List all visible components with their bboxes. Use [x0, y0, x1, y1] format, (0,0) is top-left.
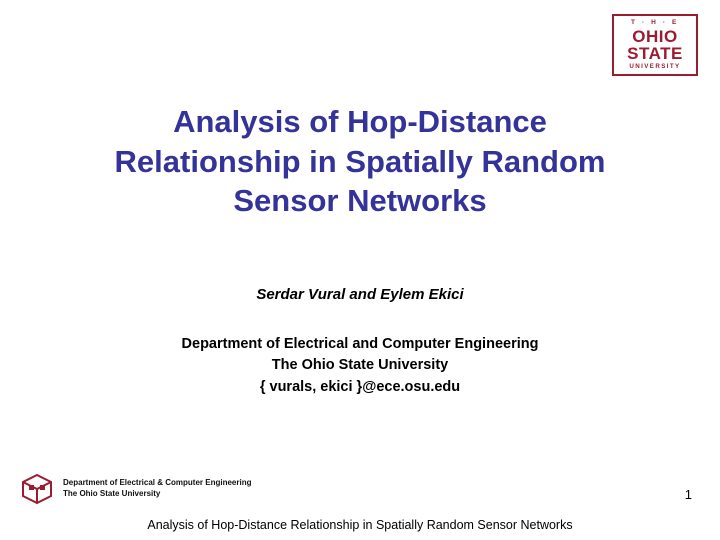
affiliation-block	[18, 334, 702, 398]
affiliation-department: Department of Electrical and Computer Engineering	[181, 336, 539, 352]
ohio-state-university-logo	[612, 14, 698, 76]
department-logo-line-1: Department of Electrical & Computer Engineering	[63, 478, 252, 488]
osu-logo-state-text: STATE	[627, 43, 683, 63]
title-line-3: Sensor Networks	[233, 183, 487, 219]
title-line-2: Relationship in Spatially Random	[114, 143, 606, 179]
authors-line: Serdar Vural and Eylem Ekici	[256, 286, 464, 303]
footer-text: Analysis of Hop-Distance Relationship in Spatially Random Sensor Networks	[147, 518, 573, 532]
page-title	[18, 102, 702, 221]
osu-logo-the-text: T · H · E	[631, 19, 679, 27]
affiliation-email: { vurals, ekici }@ece.osu.edu	[259, 378, 461, 395]
page-number: 1	[684, 487, 692, 502]
cube-outline-icon	[20, 472, 54, 506]
department-logo	[20, 472, 251, 506]
affiliation-university: The Ohio State University	[271, 357, 449, 374]
osu-logo-ohio-text: OHIO	[632, 26, 678, 46]
department-logo-line-2: The Ohio State University	[63, 489, 161, 498]
osu-logo-university-text: UNIVERSITY	[629, 62, 681, 70]
department-logo-text	[63, 478, 251, 500]
title-line-1: Analysis of Hop-Distance	[173, 104, 547, 139]
